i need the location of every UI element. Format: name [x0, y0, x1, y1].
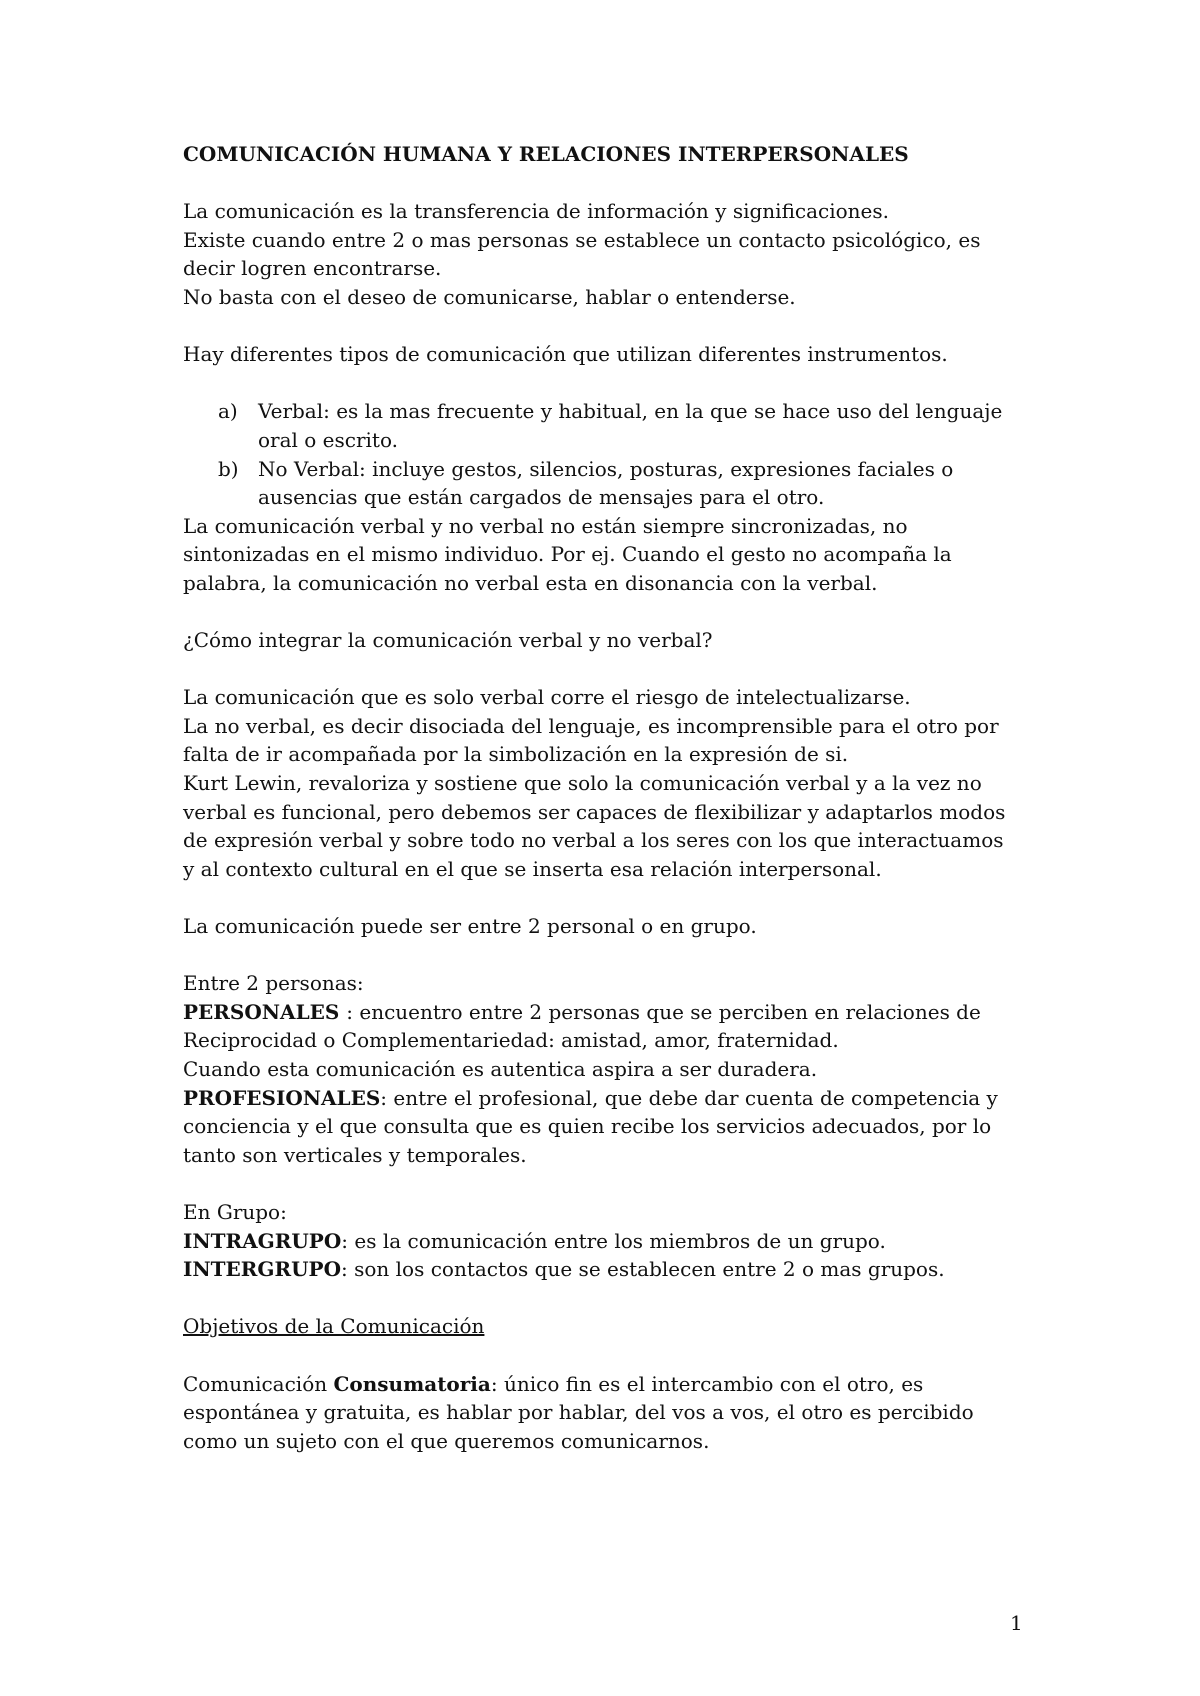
question-line: ¿Cómo integrar la comunicación verbal y no verbal? — [183, 628, 713, 653]
term-personales: PERSONALES — [183, 999, 347, 1024]
definition-line — [183, 998, 1033, 1027]
section-heading: En Grupo: — [183, 1199, 287, 1224]
list-item-line: ausencias que están cargados de mensajes para el otro. — [258, 485, 825, 510]
paragraph-line: No basta con el deseo de comunicarse, hablar o entenderse. — [183, 284, 796, 309]
term-profesionales: PROFESIONALES — [183, 1085, 381, 1110]
definition-line — [183, 1084, 1033, 1113]
list-item — [183, 397, 1033, 454]
paragraph-line: conciencia y el que consulta que es quien recibe los servicios adecuados, por lo — [183, 1114, 992, 1139]
spacer — [183, 655, 1033, 684]
term-consumatoria: Consumatoria — [333, 1371, 491, 1396]
list-item-line: Verbal: es la mas frecuente y habitual, en la que se hace uso del lenguaje — [258, 399, 1003, 424]
definition-line — [183, 1370, 1033, 1399]
paragraph-line: Cuando esta comunicación es autentica aspira a ser duradera. — [183, 1057, 818, 1081]
paragraph-line: decir logren encontrarse. — [183, 256, 442, 281]
list-marker: b) — [218, 456, 239, 481]
definition-text: : único fin es el intercambio con el otro, es — [490, 1371, 924, 1396]
paragraph-line: espontánea y gratuita, es hablar por hablar, del vos a vos, el otro es percibido — [183, 1400, 974, 1425]
paragraph-line: La comunicación puede ser entre 2 personal o en grupo. — [183, 914, 757, 939]
definition-line — [183, 1255, 1033, 1284]
term-intragrupo: INTRAGRUPO — [183, 1228, 342, 1253]
spacer — [183, 883, 1033, 912]
spacer — [183, 598, 1033, 627]
spacer — [183, 312, 1033, 341]
term-intergrupo: INTERGRUPO — [183, 1257, 341, 1282]
definition-text: : es la comunicación entre los miembros de un grupo. — [341, 1228, 886, 1253]
spacer — [183, 1341, 1033, 1370]
paragraph-line: La no verbal, es decir disociada del lenguaje, es incomprensible para el otro por — [183, 713, 999, 738]
definition-text: : encuentro entre 2 personas que se perciben en relaciones de — [346, 999, 981, 1024]
paragraph-line: La comunicación verbal y no verbal no están siempre sincronizadas, no — [183, 513, 908, 538]
list-marker: a) — [218, 399, 238, 424]
list-item-line: No Verbal: incluye gestos, silencios, posturas, expresiones faciales o — [258, 456, 954, 481]
definition-line — [183, 1227, 1033, 1256]
paragraph-line: Reciprocidad o Complementariedad: amistad, amor, fraternidad. — [183, 1028, 839, 1053]
document-title: COMUNICACIÓN HUMANA Y RELACIONES INTERPERSONALES — [183, 142, 909, 166]
paragraph-line: La comunicación que es solo verbal corre el riesgo de intelectualizarse. — [183, 685, 911, 710]
paragraph-line: verbal es funcional, pero debemos ser capaces de flexibilizar y adaptarlos modos — [183, 799, 1006, 824]
spacer — [183, 941, 1033, 970]
spacer — [183, 1169, 1033, 1198]
paragraph-line: como un sujeto con el que queremos comunicarnos. — [183, 1428, 710, 1453]
paragraph-line: de expresión verbal y sobre todo no verbal a los seres con los que interactuamos — [183, 828, 1004, 853]
list-item-line: oral o escrito. — [258, 427, 399, 452]
paragraph-line: tanto son verticales y temporales. — [183, 1142, 527, 1167]
definition-text: : entre el profesional, que debe dar cuenta de competencia y — [380, 1085, 998, 1110]
spacer — [183, 369, 1033, 398]
definition-text: : son los contactos que se establecen entre 2 o mas grupos. — [341, 1257, 945, 1282]
list-item — [183, 455, 1033, 512]
paragraph-line: palabra, la comunicación no verbal esta en disonancia con la verbal. — [183, 570, 878, 595]
paragraph-line: La comunicación es la transferencia de información y significaciones. — [183, 199, 890, 224]
section-heading: Entre 2 personas: — [183, 971, 364, 996]
paragraph-line: Kurt Lewin, revaloriza y sostiene que solo la comunicación verbal y a la vez no — [183, 771, 982, 796]
spacer — [183, 169, 1033, 198]
page-number: 1 — [1010, 1611, 1023, 1635]
paragraph-line: Hay diferentes tipos de comunicación que utilizan diferentes instrumentos. — [183, 342, 948, 367]
document-page — [183, 140, 1033, 1455]
paragraph-line: sintonizadas en el mismo individuo. Por ej. Cuando el gesto no acompaña la — [183, 542, 952, 567]
definition-prefix: Comunicación — [183, 1371, 334, 1396]
spacer — [183, 1284, 1033, 1313]
paragraph-line: y al contexto cultural en el que se inserta esa relación interpersonal. — [183, 856, 882, 881]
paragraph-line: falta de ir acompañada por la simbolización en la expresión de si. — [183, 742, 849, 767]
objectives-heading: Objetivos de la Comunicación — [183, 1314, 485, 1339]
paragraph-line: Existe cuando entre 2 o mas personas se establece un contacto psicológico, es — [183, 227, 981, 252]
